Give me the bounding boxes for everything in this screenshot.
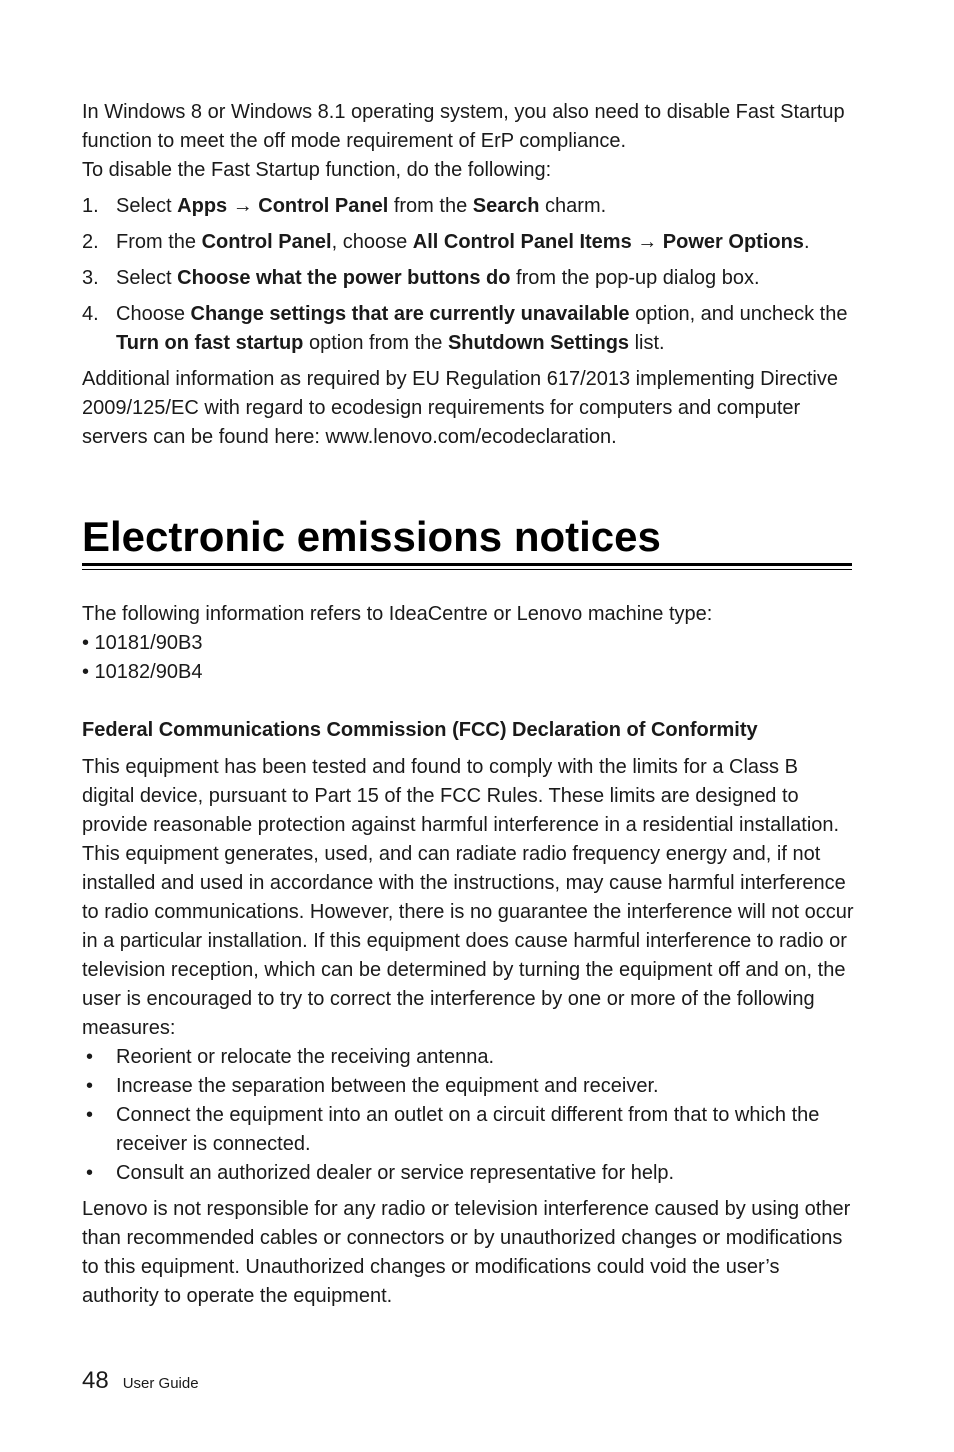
- title-rule-thin: [82, 569, 852, 570]
- step-text: From the: [116, 231, 202, 253]
- machine-intro: The following information refers to IdeaCentre or Lenovo machine type:: [82, 603, 713, 625]
- disclaimer: Lenovo is not responsible for any radio or television interference caused by using other than recommended cables or connectors or by unauthorized changes or modifications to this equipment. Unauthorized changes or modifications could void the user’s authority to operate the equipment.: [82, 1198, 851, 1307]
- page-number: 48: [82, 1367, 109, 1394]
- bullet-icon: •: [86, 1104, 94, 1126]
- step-number: 2.: [82, 231, 99, 253]
- step-text: from the: [388, 195, 473, 217]
- step-bold: Shutdown Settings: [447, 332, 630, 354]
- measures-list: [82, 1043, 854, 1188]
- measure-item: [82, 1072, 854, 1101]
- measure-text: Increase the separation between the equipment and receiver.: [116, 1075, 659, 1097]
- section-title: Electronic emissions notices: [82, 513, 661, 560]
- step-text: charm.: [539, 195, 607, 217]
- fcc-body: This equipment has been tested and found to comply with the limits for a Class B digital device, pursuant to Part 15 of the FCC Rules. These limits are designed to provide reasonable protection against harmful interference in a residential installation. This equipment generates, used, and can radiate radio frequency energy and, if not installed and used in accordance with the instructions, may cause harmful interference to radio communications. However, there is no guarantee the interference will not occur in a particular installation. If this equipment does cause harmful interference to radio or television reception, which can be determined by turning the equipment off and on, the user is encouraged to try to correct the interference by one or more of the following measures:: [82, 756, 854, 1039]
- step-item: [82, 192, 854, 221]
- machine-type-list: [82, 629, 854, 687]
- fcc-heading: Federal Communications Commission (FCC) Declaration of Conformity: [82, 719, 758, 741]
- machine-type-item: • 10182/90B4: [82, 661, 203, 683]
- erp-section: [82, 98, 854, 452]
- title-rule-thick: [82, 563, 852, 566]
- bullet-icon: •: [86, 1162, 94, 1184]
- step-item: [82, 264, 854, 293]
- measure-item: [82, 1101, 854, 1159]
- step-number: 1.: [82, 195, 99, 217]
- step-text: , choose: [331, 231, 413, 253]
- fcc-block: [82, 753, 854, 1311]
- steps-list: [82, 192, 854, 358]
- machine-type-block: [82, 600, 854, 687]
- measure-text: Consult an authorized dealer or service representative for help.: [116, 1162, 675, 1184]
- step-text: .: [803, 231, 810, 253]
- measure-item: [82, 1043, 854, 1072]
- intro-instruction: To disable the Fast Startup function, do the following:: [82, 159, 552, 181]
- guide-label: User Guide: [122, 1375, 199, 1392]
- measure-text: Connect the equipment into an outlet on a circuit different from that to which the receiver is connected.: [116, 1104, 820, 1155]
- measure-text: Reorient or relocate the receiving antenna.: [116, 1046, 495, 1068]
- step-bold: Change settings that are currently unavailable: [190, 303, 630, 325]
- step-text: option, and uncheck the: [629, 303, 848, 325]
- bullet-icon: •: [86, 1075, 94, 1097]
- step-text: from the pop-up dialog box.: [510, 267, 760, 289]
- additional-info: Additional information as required by EU Regulation 617/2013 implementing Directive 2009/125/EC with regard to ecodesign requirements for computers and computer servers can be found here: www.lenovo.com/ecodeclaration.: [82, 368, 838, 448]
- measure-item: [82, 1159, 854, 1188]
- machine-type-item: • 10181/90B3: [82, 632, 203, 654]
- step-bold: Control Panel: [201, 231, 332, 253]
- step-bold: All Control Panel Items → Power Options: [412, 231, 804, 253]
- step-number: 3.: [82, 267, 99, 289]
- step-bold: Search: [472, 195, 540, 217]
- step-text: Choose: [116, 303, 191, 325]
- intro-paragraph: In Windows 8 or Windows 8.1 operating system, you also need to disable Fast Startup function to meet the off mode requirement of ErP compliance.: [82, 101, 845, 152]
- page-footer: [82, 1366, 199, 1398]
- step-text: Select: [116, 267, 178, 289]
- step-item: [82, 228, 854, 257]
- step-number: 4.: [82, 303, 99, 325]
- step-bold: Choose what the power buttons do: [177, 267, 511, 289]
- bullet-icon: •: [86, 1046, 94, 1068]
- step-bold: Apps → Control Panel: [177, 195, 389, 217]
- step-bold: Turn on fast startup: [116, 332, 304, 354]
- step-text: Select: [116, 195, 178, 217]
- step-text: option from the: [303, 332, 448, 354]
- intro-block: [82, 98, 854, 185]
- step-item: [82, 300, 854, 358]
- step-text: list.: [629, 332, 665, 354]
